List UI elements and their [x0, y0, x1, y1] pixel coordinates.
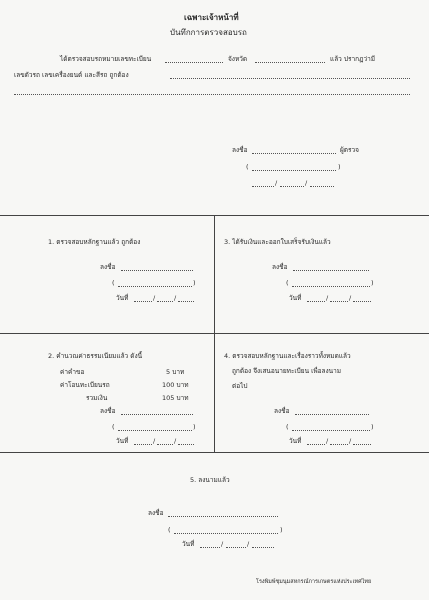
s4-date-day[interactable]: [307, 444, 325, 445]
inspector-name-field[interactable]: [252, 170, 336, 171]
section4-line3: ต่อไป: [232, 382, 248, 390]
s1-date-label: วันที่: [116, 294, 129, 302]
date-slash: /: [174, 437, 177, 445]
fee-amount-total: 105 บาท: [162, 394, 189, 402]
fee-label-request: ค่าคำขอ: [60, 368, 85, 376]
form-title: บันทึกการตรวจสอบรถ: [170, 28, 247, 37]
s1-name-field[interactable]: [118, 286, 192, 287]
fee-amount-request: 5 บาท: [166, 368, 185, 376]
s1-date-day[interactable]: [134, 301, 152, 302]
intro-result-label: แล้ว ปรากฏว่ามี: [330, 55, 376, 63]
s4-name-field[interactable]: [292, 430, 370, 431]
s4-date-year[interactable]: [353, 444, 371, 445]
intro-vin-label: เลขตัวรถ เลขเครื่องยนต์ และสีรถ ถูกต้อง: [14, 71, 129, 79]
s3-date-label: วันที่: [289, 294, 302, 302]
date-slash: /: [349, 437, 352, 445]
s5-signature-field[interactable]: [168, 516, 278, 517]
section4-line1: 4. ตรวจสอบหลักฐานและเรื่องราวทั้งหมดแล้ว: [224, 352, 351, 360]
s5-date-day[interactable]: [200, 547, 220, 548]
inspector-signature-field[interactable]: [252, 153, 336, 154]
section3-title: 3. ได้รับเงินและออกใบเสร็จรับเงินแล้ว: [224, 238, 331, 246]
intro-plate-label: ได้ตรวจสอบรถหมายเลขทะเบียน: [60, 55, 152, 63]
s5-date-label: วันที่: [182, 540, 195, 548]
close-paren: ): [280, 526, 283, 534]
close-paren: ): [193, 279, 196, 287]
section4-line2: ถูกต้อง จึงเสนอนายทะเบียน เพื่อลงนาม: [232, 367, 342, 375]
s4-date-label: วันที่: [289, 437, 302, 445]
close-paren: ): [193, 423, 196, 431]
section1-title: 1. ตรวจสอบหลักฐานแล้ว ถูกต้อง: [48, 238, 141, 246]
staff-only-label: เฉพาะเจ้าหน้าที่: [184, 13, 239, 22]
remarks-field-1[interactable]: [170, 78, 410, 79]
date-slash: /: [349, 294, 352, 302]
s3-date-year[interactable]: [353, 301, 371, 302]
intro-province-label: จังหวัด: [228, 55, 248, 63]
fee-amount-transfer: 100 บาท: [162, 381, 189, 389]
date-slash: /: [275, 179, 278, 187]
close-paren: ): [371, 423, 374, 431]
inspector-date-year[interactable]: [310, 186, 334, 187]
s2-name-field[interactable]: [118, 430, 192, 431]
s1-date-month[interactable]: [157, 301, 173, 302]
plate-number-field[interactable]: [165, 62, 223, 63]
inspector-label: ผู้ตรวจ: [340, 146, 359, 154]
s3-signature-field[interactable]: [293, 270, 369, 271]
section5-title: 5. ลงนามแล้ว: [190, 476, 230, 484]
inspector-date-day[interactable]: [252, 186, 274, 187]
open-paren: (: [112, 279, 115, 287]
s3-date-day[interactable]: [307, 301, 325, 302]
s5-signed-label: ลงชื่อ: [148, 509, 164, 517]
s1-date-year[interactable]: [178, 301, 194, 302]
s5-name-field[interactable]: [174, 533, 278, 534]
inspector-date-month[interactable]: [280, 186, 304, 187]
s2-date-month[interactable]: [157, 444, 173, 445]
fee-label-total: รวมเงิน: [86, 394, 108, 402]
date-slash: /: [153, 437, 156, 445]
s3-name-field[interactable]: [292, 286, 370, 287]
s3-signed-label: ลงชื่อ: [272, 263, 288, 271]
date-slash: /: [174, 294, 177, 302]
s1-signature-field[interactable]: [121, 270, 193, 271]
date-slash: /: [326, 437, 329, 445]
divider-vertical: [214, 215, 215, 452]
printer-footer: โรงพิมพ์ชุมนุมสหกรณ์การเกษตรแห่งประเทศไทย: [256, 579, 372, 585]
s3-date-month[interactable]: [330, 301, 348, 302]
open-paren: (: [246, 163, 249, 171]
s2-date-label: วันที่: [116, 437, 129, 445]
open-paren: (: [112, 423, 115, 431]
date-slash: /: [153, 294, 156, 302]
s2-date-day[interactable]: [134, 444, 152, 445]
close-paren: ): [338, 163, 341, 171]
s1-signed-label: ลงชื่อ: [100, 263, 116, 271]
s5-date-month[interactable]: [226, 547, 246, 548]
date-slash: /: [326, 294, 329, 302]
s2-date-year[interactable]: [178, 444, 194, 445]
s2-signed-label: ลงชื่อ: [100, 407, 116, 415]
s4-signed-label: ลงชื่อ: [274, 407, 290, 415]
date-slash: /: [221, 540, 224, 548]
s2-signature-field[interactable]: [121, 414, 193, 415]
date-slash: /: [305, 179, 308, 187]
province-field[interactable]: [255, 62, 325, 63]
open-paren: (: [286, 423, 289, 431]
s5-date-year[interactable]: [252, 547, 274, 548]
s4-signature-field[interactable]: [295, 414, 369, 415]
date-slash: /: [247, 540, 250, 548]
fee-label-transfer: ค่าโอนทะเบียนรถ: [60, 381, 110, 389]
s4-date-month[interactable]: [330, 444, 348, 445]
inspector-signed-label: ลงชื่อ: [232, 146, 248, 154]
divider-bottom: [0, 452, 429, 453]
remarks-field-2[interactable]: [14, 94, 410, 95]
section2-title: 2. คำนวณค่าธรรมเนียมแล้ว ดังนี้: [48, 352, 143, 360]
open-paren: (: [286, 279, 289, 287]
close-paren: ): [371, 279, 374, 287]
open-paren: (: [168, 526, 171, 534]
